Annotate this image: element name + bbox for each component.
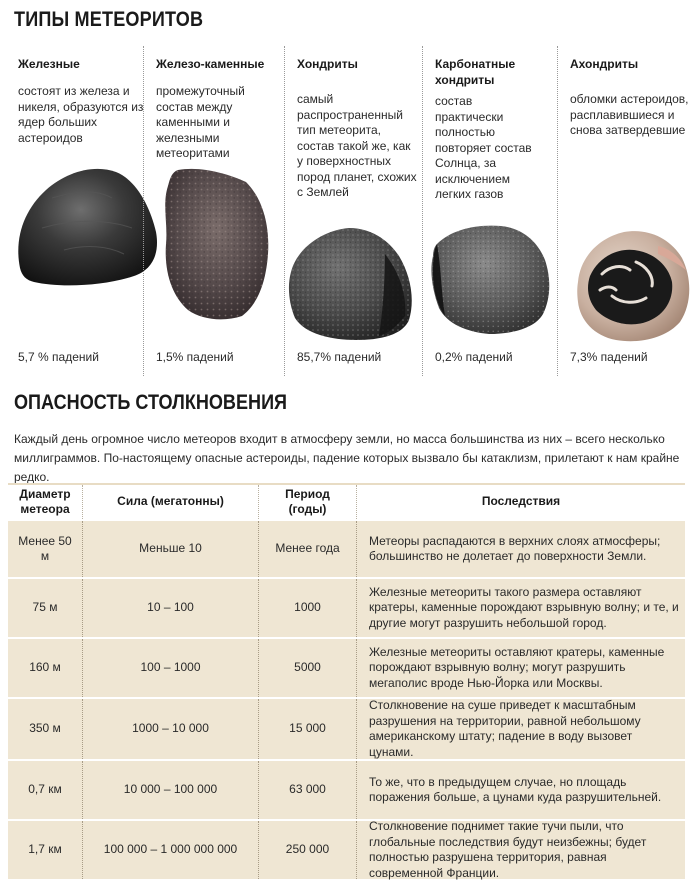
intro-paragraph: Каждый день огромное число метеоров входит в атмосферу земли, но масса большинства из них – всего несколько миллиграммов. По-настоящему опасные астероиды, падение которых вызвало бы катаклизм, прилетают к нам крайне редко.	[14, 432, 680, 484]
table-row	[8, 637, 685, 697]
fall-share: 1,5% падений	[156, 350, 234, 364]
meteorite-type-chondrites	[284, 46, 421, 376]
cell-diameter: 75 м	[32, 600, 58, 615]
meteorite-type-carbonaceous-chondrites	[422, 46, 556, 376]
table-row	[8, 697, 685, 759]
type-name: Железо-каменные	[156, 57, 265, 71]
cell-power: 1000 – 10 000	[82, 699, 258, 759]
cell-period: 15 000	[258, 699, 356, 759]
collision-table	[8, 483, 685, 879]
fall-share: 5,7 % падений	[18, 350, 99, 364]
cell-diameter: 0,7 км	[28, 782, 62, 797]
cell-consequences: Железные метеориты оставляют кратеры, каменные порождают взрывную волну; могут разрушить мегаполис вроде Нью-Йорка или Москвы.	[356, 639, 685, 697]
type-description: самый распространенный тип метеорита, состав такой же, как у поверхностных пород планет, схожих с Землей	[297, 92, 417, 199]
type-description: промежуточный состав между каменными и железными метеоритами	[156, 84, 245, 160]
header-consequences: Последствия	[356, 485, 685, 519]
cell-consequences: Метеоры распадаются в верхних слоях атмосферы; большинство не долетает до поверхности Земли.	[356, 521, 685, 577]
iron-meteorite-image	[12, 158, 160, 292]
type-name: Железные	[18, 57, 80, 71]
section-title-meteorite-types: ТИПЫ МЕТЕОРИТОВ	[14, 8, 204, 31]
carbonaceous-chondrite-image	[427, 220, 553, 338]
type-description: состав практически полностью повторяет состав Солнца, за исключением легких газов	[435, 94, 532, 201]
table-row	[8, 577, 685, 637]
fall-share: 7,3% падений	[570, 350, 648, 364]
fall-share: 85,7% падений	[297, 350, 382, 364]
cell-consequences: Столкновение на суше приведет к масштабным разрушения на территории, равной небольшому американскому штату; падение в воду вызовет цунами.	[356, 699, 685, 759]
header-period: Период (годы)	[258, 485, 356, 519]
cell-period: 1000	[258, 579, 356, 637]
type-description: состоят из железа и никеля, образуются из ядер больших астероидов	[18, 84, 144, 145]
cell-power: 100 – 1000	[82, 639, 258, 697]
cell-period: 250 000	[258, 821, 356, 879]
cell-consequences: Железные метеориты такого размера оставляют кратеры, каменные порождают взрывную волну; и те, и другие могут разрушить небольшой город.	[356, 579, 685, 637]
achondrite-meteorite-image	[572, 224, 694, 346]
cell-consequences: То же, что в предыдущем случае, но площадь поражения больше, а цунами куда разрушительней.	[356, 761, 685, 819]
cell-period: 63 000	[258, 761, 356, 819]
cell-power: 10 – 100	[82, 579, 258, 637]
cell-period: Менее года	[258, 521, 356, 577]
fall-share: 0,2% падений	[435, 350, 513, 364]
type-description: обломки астероидов, расплавившиеся и снова затвердевшие	[570, 92, 689, 137]
type-name: Хондриты	[297, 57, 358, 71]
table-header	[8, 483, 685, 519]
type-name: Карбонатные хондриты	[435, 57, 516, 87]
header-power: Сила (мегатонны)	[82, 485, 258, 519]
cell-diameter: Менее 50 м	[18, 533, 72, 563]
cell-diameter: 160 м	[29, 660, 61, 675]
section-title-collision-danger: ОПАСНОСТЬ СТОЛКНОВЕНИЯ	[14, 391, 288, 414]
cell-consequences: Столкновение поднимет такие тучи пыли, что глобальные последствия будут неизбежны; будет полностью разрушена территория, равная современной Франции.	[356, 821, 685, 879]
meteorite-type-achondrites	[557, 46, 691, 376]
stony-iron-meteorite-image	[158, 164, 280, 324]
meteorite-type-iron	[6, 46, 142, 376]
table-row	[8, 519, 685, 577]
cell-diameter: 1,7 км	[28, 842, 62, 857]
cell-power: 100 000 – 1 000 000 000	[82, 821, 258, 879]
cell-power: 10 000 – 100 000	[82, 761, 258, 819]
cell-power: Меньше 10	[82, 521, 258, 577]
meteorite-type-stony-iron	[143, 46, 283, 376]
table-row	[8, 819, 685, 879]
type-name: Ахондриты	[570, 57, 639, 71]
chondrite-meteorite-image	[287, 224, 417, 342]
cell-period: 5000	[258, 639, 356, 697]
cell-diameter: 350 м	[29, 721, 61, 736]
header-diameter: Диаметр метеора	[19, 486, 71, 516]
table-row	[8, 759, 685, 819]
